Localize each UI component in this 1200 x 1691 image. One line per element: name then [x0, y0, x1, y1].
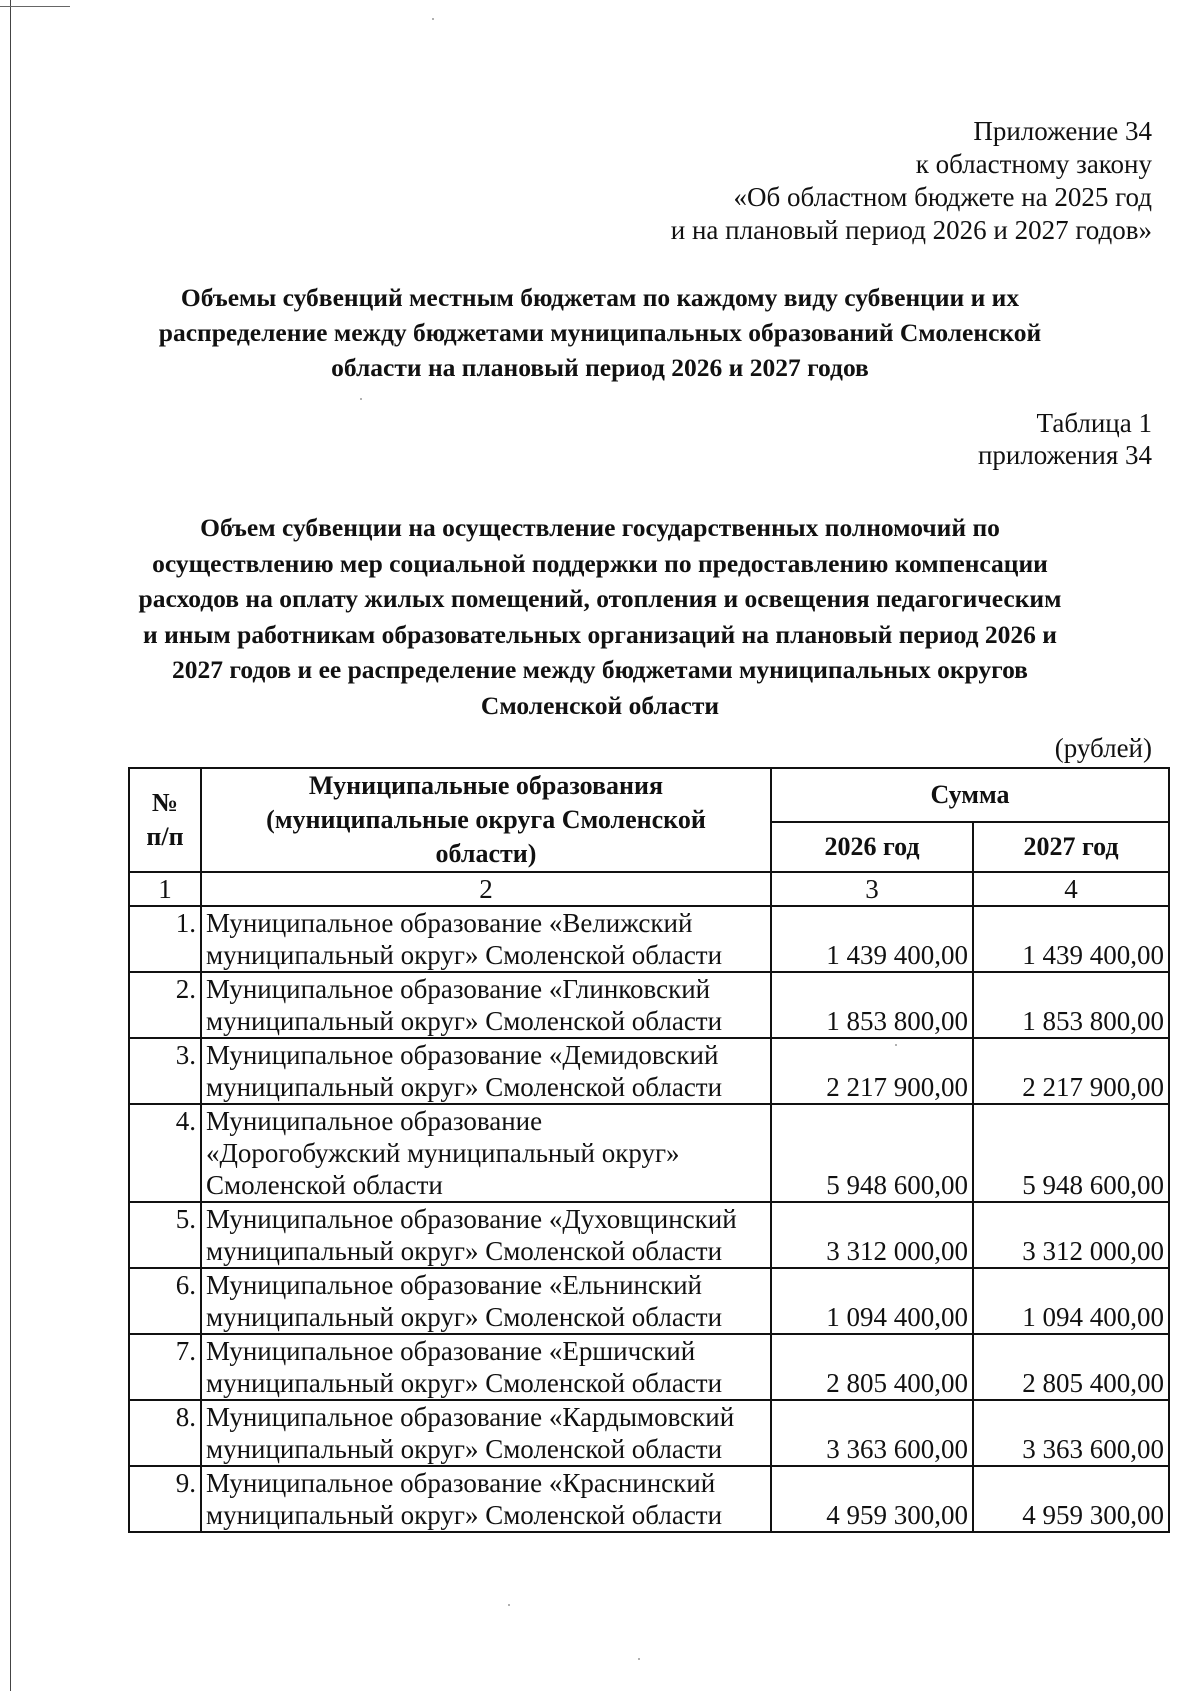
municipality-name-line: Муниципальное образование [206, 1106, 543, 1136]
municipality-name-line: «Дорогобужский муниципальный округ» [206, 1138, 680, 1168]
municipality-name-line: муниципальный округ» Смоленской области [206, 1368, 723, 1398]
column-number: 1 [129, 872, 201, 906]
header-municipality-line: (муниципальные округа Смоленской [266, 805, 706, 834]
scan-speck [360, 398, 362, 400]
table-row [129, 1104, 1169, 1202]
municipality-name [201, 1268, 771, 1334]
municipality-name-line: муниципальный округ» Смоленской области [206, 1006, 723, 1036]
table-row [129, 1334, 1169, 1400]
column-number: 4 [973, 872, 1169, 906]
scan-corner-mark [0, 6, 70, 7]
municipality-name [201, 1038, 771, 1104]
table-title-line: Объем субвенции на осуществление государственных полномочий по [200, 513, 1000, 542]
header-number-line: № [151, 788, 179, 817]
municipality-name-line: муниципальный округ» Смоленской области [206, 1236, 723, 1266]
municipality-name-line: муниципальный округ» Смоленской области [206, 1434, 723, 1464]
subvention-table [128, 767, 1170, 1533]
appendix-line: Приложение 34 [973, 116, 1152, 146]
scan-speck [432, 18, 434, 20]
municipality-name [201, 1334, 771, 1400]
amount-2027: 1 853 800,00 [973, 972, 1169, 1038]
row-number: 1. [129, 906, 201, 972]
title-line: распределение между бюджетами муниципальных образований Смоленской [158, 318, 1042, 347]
table-title-line: Смоленской области [480, 690, 720, 720]
row-number: 2. [129, 972, 201, 1038]
header-number [129, 768, 201, 872]
table-reference-line: Таблица 1 [1036, 408, 1152, 438]
column-number: 3 [771, 872, 973, 906]
appendix-line: и на плановый период 2026 и 2027 годов» [670, 215, 1152, 245]
municipality-name [201, 906, 771, 972]
municipality-name-line: Муниципальное образование «Демидовский [206, 1040, 719, 1070]
table-row [129, 1268, 1169, 1334]
scan-edge-line [10, 0, 11, 1691]
row-number: 4. [129, 1104, 201, 1202]
table-row [129, 1400, 1169, 1466]
amount-2027: 3 312 000,00 [973, 1202, 1169, 1268]
header-year-2027: 2027 год [973, 822, 1169, 872]
header-municipality [201, 768, 771, 872]
table-title-line: и иным работникам образовательных организаций на плановый период 2026 и [143, 619, 1057, 649]
amount-2027: 1 094 400,00 [973, 1268, 1169, 1334]
municipality-name [201, 1104, 771, 1202]
column-number: 2 [201, 872, 771, 906]
municipality-name-line: Муниципальное образование «Ершичский [206, 1336, 696, 1366]
scan-speck [508, 1604, 510, 1606]
municipality-name-line: Муниципальное образование «Глинковский [206, 974, 711, 1004]
amount-2026: 3 363 600,00 [771, 1400, 973, 1466]
table-row [129, 906, 1169, 972]
header-sum: Сумма [771, 768, 1169, 822]
row-number: 5. [129, 1202, 201, 1268]
units-label: (рублей) [1054, 733, 1152, 763]
amount-2027: 3 363 600,00 [973, 1400, 1169, 1466]
header-year-2026: 2026 год [771, 822, 973, 872]
amount-2027: 1 439 400,00 [973, 906, 1169, 972]
municipality-name-line: Муниципальное образование «Духовщинский [206, 1204, 737, 1234]
header-municipality-line: Муниципальные образования [308, 771, 664, 800]
amount-2027: 4 959 300,00 [973, 1466, 1169, 1532]
table-title-line: расходов на оплату жилых помещений, отопления и освещения педагогическим [138, 584, 1062, 613]
municipality-name-line: Смоленской области [206, 1170, 443, 1200]
amount-2027: 5 948 600,00 [973, 1104, 1169, 1202]
amount-2026: 1 853 800,00 [771, 972, 973, 1038]
table-reference [978, 407, 1152, 471]
municipality-name [201, 1202, 771, 1268]
municipality-name-line: муниципальный округ» Смоленской области [206, 1302, 723, 1332]
header-number-line: п/п [146, 822, 184, 851]
table-title [120, 510, 1080, 723]
municipality-name-line: Муниципальное образование «Ельнинский [206, 1270, 702, 1300]
amount-2026: 4 959 300,00 [771, 1466, 973, 1532]
municipality-name [201, 972, 771, 1038]
appendix-line: к областному закону [915, 149, 1152, 179]
row-number: 8. [129, 1400, 201, 1466]
amount-2026: 1 094 400,00 [771, 1268, 973, 1334]
amount-2027: 2 805 400,00 [973, 1334, 1169, 1400]
municipality-name-line: Муниципальное образование «Велижский [206, 908, 693, 938]
table-row [129, 1202, 1169, 1268]
title-line: Объемы субвенций местным бюджетам по каждому виду субвенции и их [180, 283, 1020, 312]
amount-2026: 2 217 900,00 [771, 1038, 973, 1104]
amount-2026: 1 439 400,00 [771, 906, 973, 972]
row-number: 9. [129, 1466, 201, 1532]
appendix-reference [671, 115, 1152, 247]
document-title [120, 280, 1080, 385]
title-line: области на плановый период 2026 и 2027 годов [331, 353, 869, 382]
municipality-name [201, 1466, 771, 1532]
column-number-row [129, 872, 1169, 906]
table-reference-line: приложения 34 [977, 440, 1152, 470]
municipality-name-line: Муниципальное образование «Краснинский [206, 1468, 716, 1498]
row-number: 6. [129, 1268, 201, 1334]
table-row [129, 1466, 1169, 1532]
municipality-name-line: муниципальный округ» Смоленской области [206, 940, 723, 970]
municipality-name [201, 1400, 771, 1466]
amount-2026: 3 312 000,00 [771, 1202, 973, 1268]
table-row [129, 972, 1169, 1038]
row-number: 3. [129, 1038, 201, 1104]
table-row [129, 1038, 1169, 1104]
amount-2027: 2 217 900,00 [973, 1038, 1169, 1104]
scan-speck [638, 1658, 640, 1660]
header-municipality-line: области) [435, 839, 537, 868]
amount-2026: 5 948 600,00 [771, 1104, 973, 1202]
municipality-name-line: Муниципальное образование «Кардымовский [206, 1402, 735, 1432]
municipality-name-line: муниципальный округ» Смоленской области [206, 1072, 723, 1102]
row-number: 7. [129, 1334, 201, 1400]
appendix-line: «Об областном бюджете на 2025 год [733, 182, 1152, 212]
table-title-line: 2027 годов и ее распределение между бюджетами муниципальных округов [172, 655, 1028, 684]
municipality-name-line: муниципальный округ» Смоленской области [206, 1500, 723, 1530]
table-title-line: осуществлению мер социальной поддержки по предоставлению компенсации [152, 548, 1048, 578]
amount-2026: 2 805 400,00 [771, 1334, 973, 1400]
